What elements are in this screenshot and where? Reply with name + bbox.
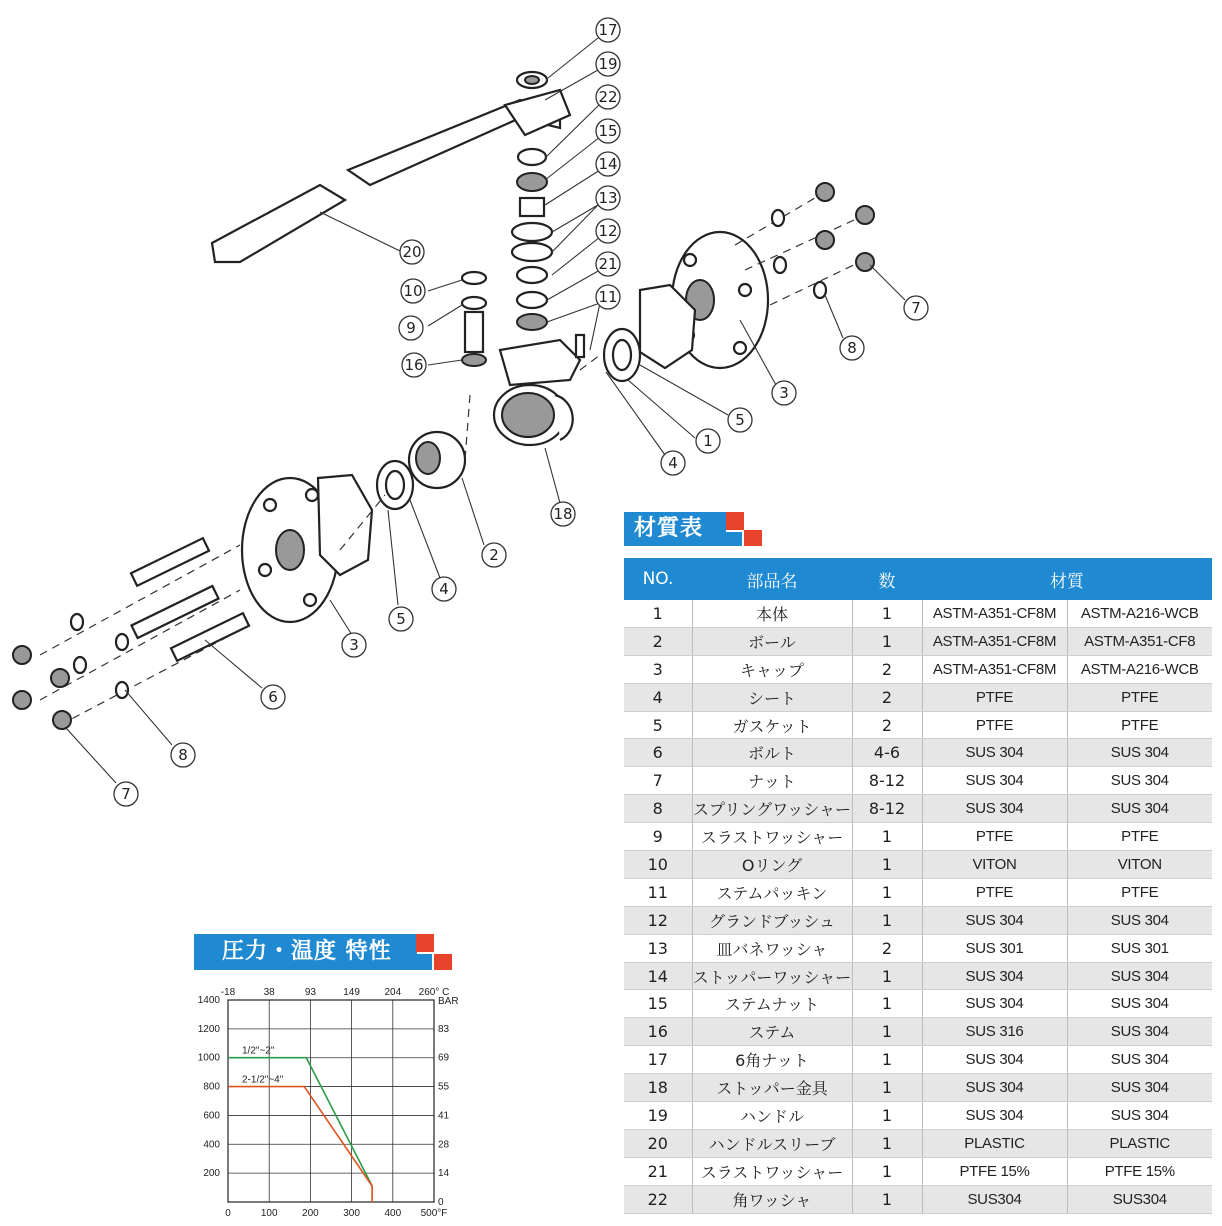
pressure-temperature-chart <box>186 982 466 1226</box>
callout <box>772 381 796 405</box>
cell-material-2: SUS 304 <box>1067 1046 1212 1074</box>
cell-material-2: PTFE <box>1067 878 1212 906</box>
cell-part: ステムナット <box>692 990 852 1018</box>
series-label: 2-1/2"~4" <box>242 1074 284 1086</box>
svg-text:17: 17 <box>598 21 618 39</box>
blue-square-icon <box>726 532 742 546</box>
cell-no: 1 <box>624 600 692 627</box>
svg-text:5: 5 <box>396 610 406 628</box>
cell-material-1: SUS 316 <box>922 1018 1067 1046</box>
callout <box>596 186 620 210</box>
svg-text:12: 12 <box>598 222 618 240</box>
table-row <box>624 1046 1212 1074</box>
cell-material-2: SUS 304 <box>1067 795 1212 823</box>
cell-no: 17 <box>624 1046 692 1074</box>
table-row <box>624 627 1212 655</box>
cell-material-2: PTFE <box>1067 683 1212 711</box>
cell-no: 2 <box>624 627 692 655</box>
cell-qty: 1 <box>852 878 922 906</box>
x-tick-label: 500°F <box>420 1208 448 1219</box>
y-right-tick-label: 28 <box>438 1139 450 1151</box>
cell-no: 9 <box>624 823 692 851</box>
cell-material-1: PTFE <box>922 711 1067 739</box>
cell-no: 19 <box>624 1102 692 1130</box>
callout <box>482 543 506 567</box>
cell-qty: 2 <box>852 711 922 739</box>
cell-material-2: SUS 304 <box>1067 1102 1212 1130</box>
ball <box>409 432 465 488</box>
y-right-tick-label: 69 <box>438 1052 450 1064</box>
table-row <box>624 823 1212 851</box>
cell-material-1: ASTM-A351-CF8M <box>922 655 1067 683</box>
x-tick-label: 100 <box>260 1208 278 1219</box>
cell-material-1: SUS 304 <box>922 906 1067 934</box>
svg-text:22: 22 <box>598 88 618 106</box>
cell-material-2: SUS 304 <box>1067 962 1212 990</box>
svg-text:13: 13 <box>598 189 618 207</box>
y-right-tick-label: 0 <box>438 1197 444 1208</box>
callout <box>399 316 423 340</box>
cell-material-1: SUS 304 <box>922 990 1067 1018</box>
cell-part: ボルト <box>692 739 852 767</box>
svg-text:14: 14 <box>598 155 618 173</box>
cell-part: ハンドルスリーブ <box>692 1129 852 1157</box>
callout <box>696 429 720 453</box>
red-square-icon <box>744 530 762 546</box>
cell-part: ガスケット <box>692 711 852 739</box>
callout <box>596 18 620 42</box>
cell-no: 8 <box>624 795 692 823</box>
table-row <box>624 1157 1212 1185</box>
cell-part: スラストワッシャー <box>692 1157 852 1185</box>
callout <box>432 577 456 601</box>
x-tick-label: 200 <box>302 1208 319 1219</box>
x-tick-label: 0 <box>225 1208 231 1219</box>
cell-material-1: SUS 304 <box>922 795 1067 823</box>
x-tick-label: 300 <box>343 1208 360 1219</box>
cell-qty: 1 <box>852 906 922 934</box>
cell-material-2: SUS 304 <box>1067 906 1212 934</box>
cell-part: ハンドル <box>692 1102 852 1130</box>
y-tick-label: 400 <box>203 1139 220 1151</box>
svg-text:10: 10 <box>403 282 423 300</box>
cell-material-2: SUS 304 <box>1067 767 1212 795</box>
cell-no: 7 <box>624 767 692 795</box>
cell-material-1: ASTM-A351-CF8M <box>922 600 1067 627</box>
cell-material-2: PTFE 15% <box>1067 1157 1212 1185</box>
svg-text:20: 20 <box>402 243 422 261</box>
cell-part: ステム <box>692 1018 852 1046</box>
y-tick-label: 1000 <box>197 1052 220 1064</box>
callout <box>596 52 620 76</box>
svg-text:2: 2 <box>489 546 499 564</box>
svg-text:6: 6 <box>268 688 278 706</box>
cell-no: 4 <box>624 683 692 711</box>
x-top-tick-label: 260° C <box>418 987 450 998</box>
cell-material-2: SUS 304 <box>1067 739 1212 767</box>
svg-text:3: 3 <box>349 636 359 654</box>
cell-qty: 1 <box>852 1046 922 1074</box>
cell-no: 11 <box>624 878 692 906</box>
x-top-tick-label: 38 <box>263 987 275 998</box>
cell-part: ナット <box>692 767 852 795</box>
callout <box>596 152 620 176</box>
cell-material-1: PLASTIC <box>922 1129 1067 1157</box>
cell-material-1: SUS304 <box>922 1185 1067 1213</box>
column-header-material: 材質 <box>922 558 1212 600</box>
cell-qty: 1 <box>852 962 922 990</box>
table-row <box>624 600 1212 627</box>
svg-text:11: 11 <box>598 288 618 306</box>
cell-material-1: SUS 304 <box>922 739 1067 767</box>
materials-title: 材質表 <box>624 512 726 546</box>
callout <box>342 633 366 657</box>
valve-body <box>494 335 584 445</box>
table-row <box>624 851 1212 879</box>
cell-no: 15 <box>624 990 692 1018</box>
cell-no: 12 <box>624 906 692 934</box>
cell-material-1: ASTM-A351-CF8M <box>922 627 1067 655</box>
table-row <box>624 1129 1212 1157</box>
cell-qty: 1 <box>852 1157 922 1185</box>
callout <box>401 279 425 303</box>
y-tick-label: 800 <box>203 1081 220 1093</box>
cell-material-2: ASTM-A216-WCB <box>1067 655 1212 683</box>
cell-part: 皿バネワッシャ <box>692 934 852 962</box>
y-right-tick-label: 41 <box>438 1110 450 1122</box>
right-flange <box>640 232 768 368</box>
cell-no: 3 <box>624 655 692 683</box>
table-row <box>624 1018 1212 1046</box>
cell-material-1: PTFE <box>922 823 1067 851</box>
callout <box>596 285 620 309</box>
left-flange <box>242 475 372 622</box>
cell-qty: 1 <box>852 990 922 1018</box>
cell-material-2: PTFE <box>1067 823 1212 851</box>
materials-section-header <box>624 512 726 546</box>
callout <box>551 502 575 526</box>
callout <box>904 296 928 320</box>
table-row <box>624 683 1212 711</box>
cell-qty: 1 <box>852 1018 922 1046</box>
column-header-part: 部品名 <box>692 558 852 600</box>
cell-material-1: PTFE 15% <box>922 1157 1067 1185</box>
svg-text:5: 5 <box>735 411 745 429</box>
cell-no: 22 <box>624 1185 692 1213</box>
x-top-tick-label: 149 <box>343 987 360 998</box>
cell-part: グランドブッシュ <box>692 906 852 934</box>
cell-material-2: PTFE <box>1067 711 1212 739</box>
callout <box>596 219 620 243</box>
cell-no: 10 <box>624 851 692 879</box>
cell-material-2: SUS 301 <box>1067 934 1212 962</box>
svg-text:3: 3 <box>779 384 789 402</box>
svg-text:18: 18 <box>553 505 573 523</box>
cell-material-1: VITON <box>922 851 1067 879</box>
cell-no: 13 <box>624 934 692 962</box>
y-right-tick-label: 55 <box>438 1081 450 1093</box>
cell-part: スラストワッシャー <box>692 823 852 851</box>
table-row <box>624 1102 1212 1130</box>
table-row <box>624 1074 1212 1102</box>
cell-no: 16 <box>624 1018 692 1046</box>
y-right-unit: BAR <box>438 996 459 1007</box>
column-header-qty: 数 <box>852 558 922 600</box>
series-label: 1/2"~2" <box>242 1045 275 1057</box>
table-row <box>624 767 1212 795</box>
callout <box>389 607 413 631</box>
cell-material-1: SUS 304 <box>922 1102 1067 1130</box>
cell-part: ステムパッキン <box>692 878 852 906</box>
cell-qty: 2 <box>852 683 922 711</box>
y-tick-label: 200 <box>203 1168 220 1180</box>
cell-qty: 2 <box>852 655 922 683</box>
cell-no: 21 <box>624 1157 692 1185</box>
x-top-tick-label: -18 <box>220 987 236 998</box>
cell-qty: 1 <box>852 1102 922 1130</box>
svg-text:15: 15 <box>598 122 618 140</box>
y-right-tick-label: 83 <box>438 1023 450 1035</box>
callout <box>596 252 620 276</box>
cell-no: 14 <box>624 962 692 990</box>
table-row <box>624 906 1212 934</box>
svg-text:8: 8 <box>847 339 857 357</box>
callout <box>728 408 752 432</box>
materials-table-body <box>624 600 1212 1213</box>
cell-material-1: SUS 304 <box>922 1046 1067 1074</box>
svg-text:16: 16 <box>404 356 424 374</box>
y-right-tick-label: 14 <box>438 1168 450 1180</box>
table-row <box>624 878 1212 906</box>
callout <box>661 451 685 475</box>
cell-material-2: VITON <box>1067 851 1212 879</box>
svg-text:4: 4 <box>439 580 449 598</box>
cell-qty: 8-12 <box>852 767 922 795</box>
cell-qty: 1 <box>852 600 922 627</box>
red-square-icon <box>726 512 744 530</box>
cell-no: 6 <box>624 739 692 767</box>
blue-square-icon <box>416 954 432 970</box>
pressure-temp-title: 圧力・温度 特性 <box>194 934 417 970</box>
cell-no: 18 <box>624 1074 692 1102</box>
table-row <box>624 655 1212 683</box>
cell-material-2: SUS 304 <box>1067 1018 1212 1046</box>
callout <box>171 743 195 767</box>
cell-qty: 1 <box>852 1185 922 1213</box>
cell-material-1: PTFE <box>922 683 1067 711</box>
y-tick-label: 600 <box>203 1110 220 1122</box>
cell-part: Oリング <box>692 851 852 879</box>
callout <box>402 353 426 377</box>
svg-text:7: 7 <box>911 299 921 317</box>
cell-part: キャップ <box>692 655 852 683</box>
table-row <box>624 795 1212 823</box>
table-row <box>624 934 1212 962</box>
cell-material-1: SUS 301 <box>922 934 1067 962</box>
cell-qty: 1 <box>852 823 922 851</box>
svg-text:21: 21 <box>598 255 618 273</box>
cell-material-1: PTFE <box>922 878 1067 906</box>
cell-material-2: ASTM-A351-CF8 <box>1067 627 1212 655</box>
handle-sleeve <box>212 185 345 262</box>
left-fasteners <box>13 538 250 729</box>
cell-part: 6角ナット <box>692 1046 852 1074</box>
table-row <box>624 962 1212 990</box>
cell-part: スプリングワッシャー <box>692 795 852 823</box>
cell-part: ストッパーワッシャー <box>692 962 852 990</box>
cell-material-2: SUS 304 <box>1067 990 1212 1018</box>
cell-material-1: SUS 304 <box>922 1074 1067 1102</box>
cell-material-2: ASTM-A216-WCB <box>1067 600 1212 627</box>
column-header-no: NO. <box>624 558 692 600</box>
svg-text:4: 4 <box>668 454 678 472</box>
cell-part: ストッパー金具 <box>692 1074 852 1102</box>
red-square-icon <box>416 934 434 952</box>
callout <box>261 685 285 709</box>
cell-no: 5 <box>624 711 692 739</box>
cell-part: 角ワッシャ <box>692 1185 852 1213</box>
cell-qty: 1 <box>852 1129 922 1157</box>
svg-text:1: 1 <box>703 432 713 450</box>
y-tick-label: 1200 <box>197 1023 220 1035</box>
cell-material-1: SUS 304 <box>922 767 1067 795</box>
callout <box>596 119 620 143</box>
svg-text:7: 7 <box>121 785 131 803</box>
handle <box>348 90 570 185</box>
cell-qty: 2 <box>852 934 922 962</box>
cell-part: 本体 <box>692 600 852 627</box>
table-header-row <box>624 558 1212 600</box>
table-row <box>624 739 1212 767</box>
table-row <box>624 1185 1212 1213</box>
cell-qty: 1 <box>852 627 922 655</box>
cell-material-2: SUS304 <box>1067 1185 1212 1213</box>
table-row <box>624 711 1212 739</box>
table-row <box>624 990 1212 1018</box>
cell-material-2: PLASTIC <box>1067 1129 1212 1157</box>
cell-part: シート <box>692 683 852 711</box>
cell-qty: 4-6 <box>852 739 922 767</box>
cell-qty: 8-12 <box>852 795 922 823</box>
plot-frame <box>228 1000 434 1202</box>
cell-part: ボール <box>692 627 852 655</box>
pressure-temp-section-header <box>194 934 417 970</box>
cell-material-1: SUS 304 <box>922 962 1067 990</box>
x-tick-label: 400 <box>384 1208 402 1219</box>
red-square-icon <box>434 954 452 970</box>
svg-text:8: 8 <box>178 746 188 764</box>
callout <box>400 240 424 264</box>
cell-material-2: SUS 304 <box>1067 1074 1212 1102</box>
callout <box>114 782 138 806</box>
cell-qty: 1 <box>852 1074 922 1102</box>
x-top-tick-label: 93 <box>304 987 316 998</box>
cell-qty: 1 <box>852 851 922 879</box>
x-top-tick-label: 204 <box>384 987 402 998</box>
svg-text:19: 19 <box>598 55 618 73</box>
materials-table <box>624 558 1212 1214</box>
svg-text:9: 9 <box>406 319 416 337</box>
y-tick-label: 1400 <box>197 995 220 1006</box>
callout <box>840 336 864 360</box>
callout <box>596 85 620 109</box>
cell-no: 20 <box>624 1129 692 1157</box>
